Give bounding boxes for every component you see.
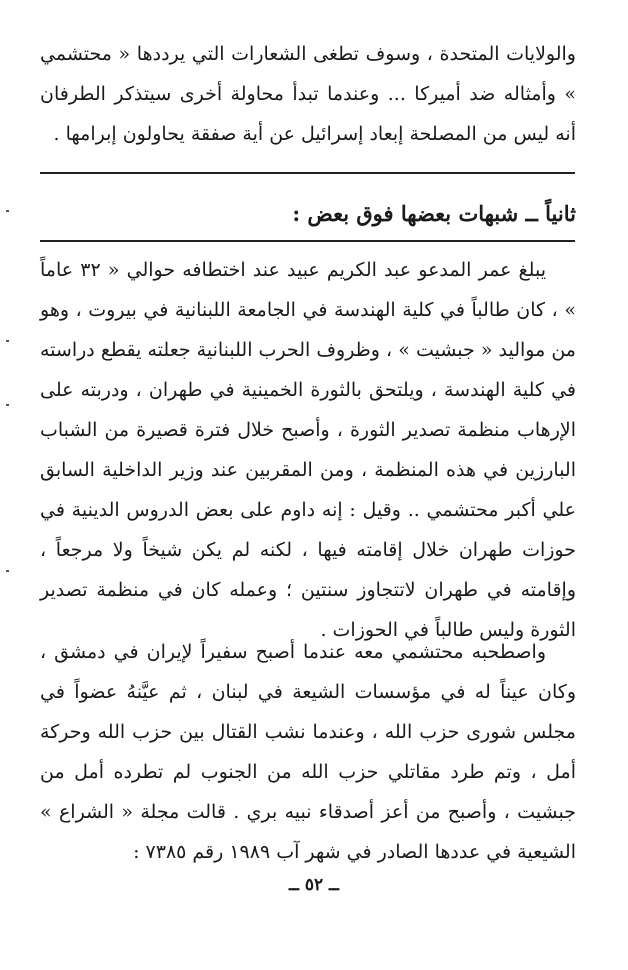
paragraph-2: واصطحبه محتشمي معه عندما أصبح سفيراً لإيران في دمشق ، وكان عيناً له في مؤسسات الشيعة في لبنان ، ثم عيَّنهُ عضواً في مجلس شورى حزب الله ، وعندما نشب القتال بين حزب الله وحركة أمل ، وتم طرد مقاتلي حزب الله من الجنوب لم تطرده أمل من جبشيت ، وأصبح من أعز أصدقاء نبيه بري . قالت مجلة « الشراع » الشيعية في عددها الصادر في شهر آب ١٩٨٩ رقم ٧٣٨٥ : bbox=[40, 641, 576, 863]
top-paragraph: والولايات المتحدة ، وسوف تطغى الشعارات التي يرددها « محتشمي » وأمثاله ضد أميركا ... وعندما تبدأ محاولة أخرى سيتذكر الطرفان أنه ليس من المصلحة إبعاد إسرائيل عن أية صفقة يحاولون إبرامها . bbox=[40, 43, 576, 145]
section-heading: ثانياً ــ شبهات بعضها فوق بعض : bbox=[292, 201, 576, 226]
margin-mark bbox=[6, 340, 9, 342]
page-number: ــ ٥٢ ــ bbox=[288, 875, 340, 895]
divider-bottom bbox=[40, 240, 575, 242]
divider-top bbox=[40, 172, 575, 174]
paragraph-1: يبلغ عمر المدعو عبد الكريم عبيد عند اختطافه حوالي « ٣٢ عاماً » ، كان طالباً في كلية الهندسة في الجامعة اللبنانية في بيروت ، وهو من مواليد « جبشيت » ، وظروف الحرب اللبنانية جعلته يقطع دراسته في كلية الهندسة ، ويلتحق بالثورة الخمينية في طهران ، ودربته على الإرهاب منظمة تصدير الثورة ، وأصبح خلال فترة قصيرة من الشباب البارزين في هذه المنظمة ، ومن المقربين عند وزير الداخلية السابق علي أكبر محتشمي .. وقيل : إنه داوم على بعض الدروس الدينية في حوزات طهران خلال إقامته فيها ، لكنه لم يكن شيخاً ولا مرجعاً ، وإقامته في طهران لاتتجاوز سنتين ؛ وعمله كان في منظمة تصدير الثورة وليس طالباً في الحوزات . bbox=[40, 259, 576, 641]
margin-mark bbox=[6, 210, 9, 212]
margin-mark bbox=[6, 404, 9, 406]
margin-mark bbox=[6, 570, 9, 572]
